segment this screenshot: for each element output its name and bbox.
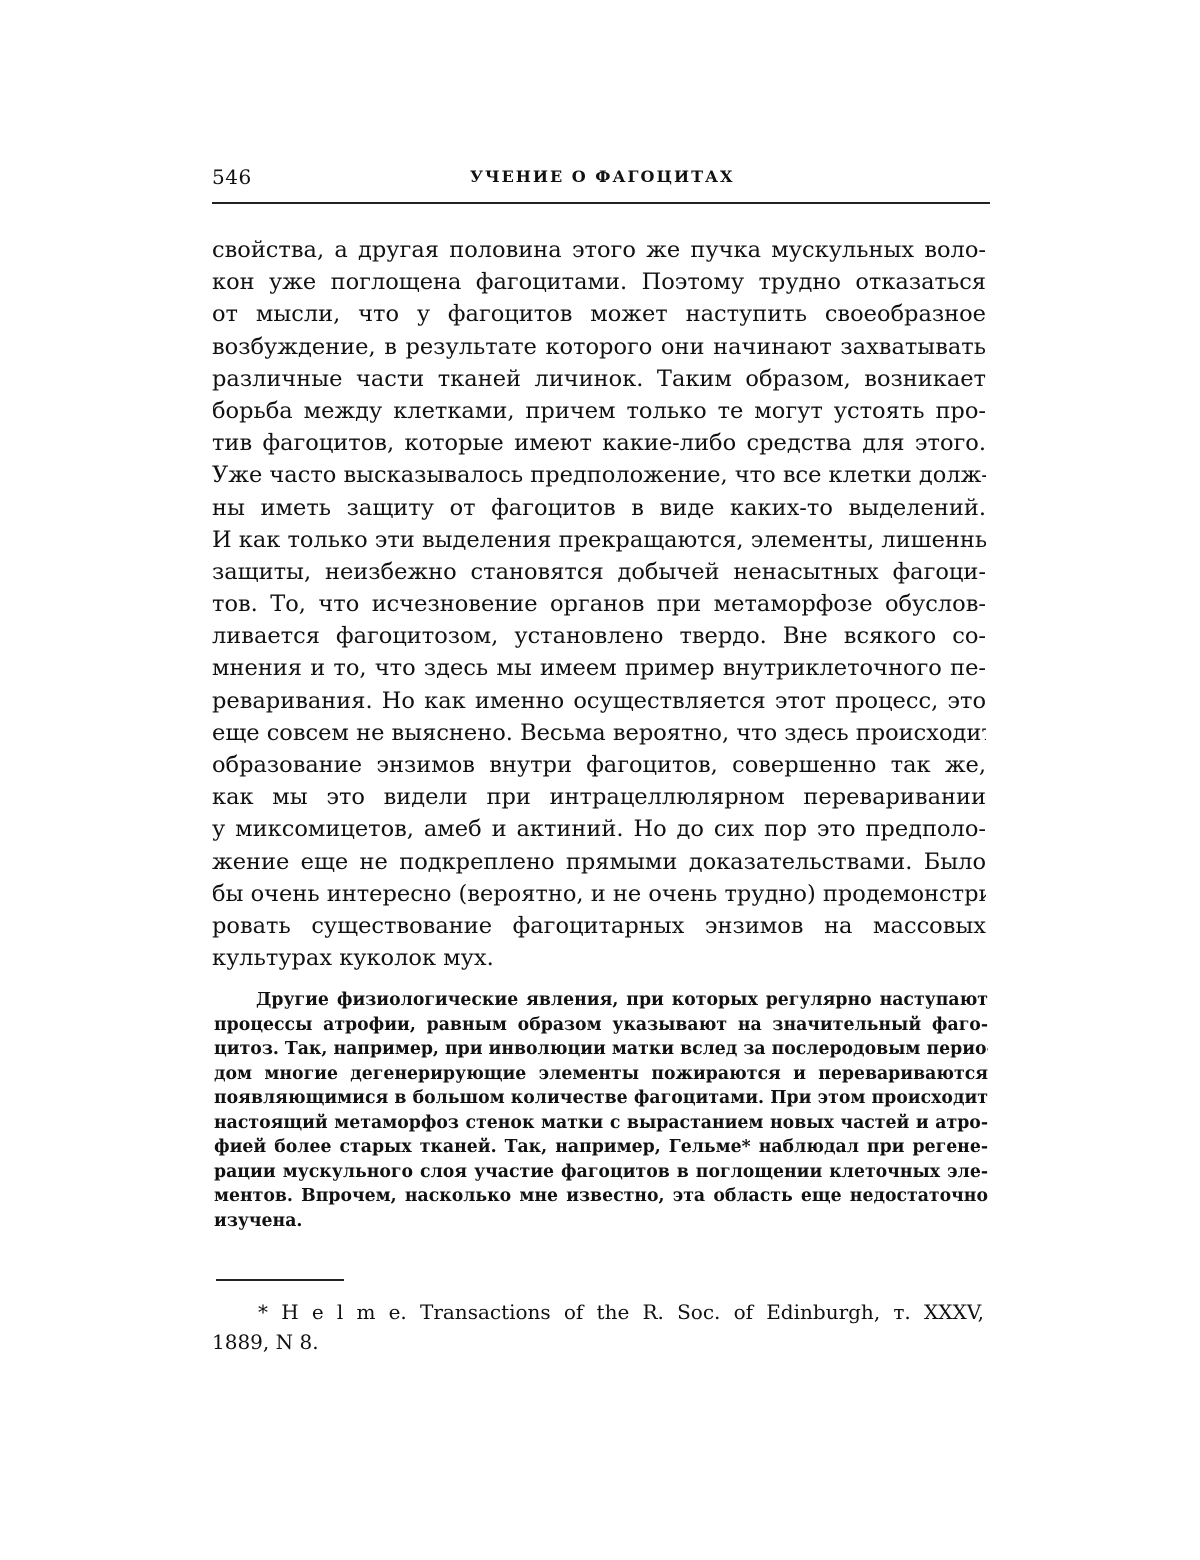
text-line: образование энзимов внутри фагоцитов, совершенно так же, [212,749,986,781]
text-line: ровать существование фагоцитарных энзимов на массовых [212,910,986,942]
text-line: кон уже поглощена фагоцитами. Поэтому трудно отказаться [212,266,986,298]
text-line: культурах куколок мух. [212,942,986,974]
text-line: реваривания. Но как именно осуществляется этот процесс, это [212,685,986,717]
small-text-line: цитоз. Так, например, при инволюции матки вслед за послеродовым перио- [214,1037,988,1062]
small-text-line: Другие физиологические явления, при которых регулярно наступают [214,988,988,1013]
text-line: у миксомицетов, амеб и актиний. Но до сих пор это предполо- [212,813,986,845]
text-line: тив фагоцитов, которые имеют какие-либо средства для этого. [212,427,986,459]
text-line: ливается фагоцитозом, установлено твердо. Вне всякого со- [212,620,986,652]
text-line: жение еще не подкреплено прямыми доказательствами. Было [212,846,986,878]
page-header [212,165,988,195]
text-line: свойства, а другая половина этого же пучка мускульных воло- [212,234,986,266]
small-text-line: дом многие дегенерирующие элементы пожираются и перевариваются [214,1062,988,1087]
text-line: Уже часто высказывалось предположение, что все клетки долж- [212,459,986,491]
footnote-citation: * H e l m e. Transactions of the R. Soc. of Edinburgh, т. XXXV, [212,1297,984,1327]
text-line: еще совсем не выяснено. Весьма вероятно, что здесь происходит [212,717,986,749]
small-text-line: процессы атрофии, равным образом указывают на значительный фаго- [214,1013,988,1038]
page-number: 546 [212,165,252,189]
text-line: ны иметь защиту от фагоцитов в виде каких-то выделений. [212,492,986,524]
small-text-line: фией более старых тканей. Так, например, Гельме* наблюдал при регене- [214,1135,988,1160]
small-text-line: появляющимися в большом количестве фагоцитами. При этом происходит [214,1086,988,1111]
running-title: УЧЕНИЕ О ФАГОЦИТАХ [470,167,734,186]
small-text-line: рации мускульного слоя участие фагоцитов в поглощении клеточных эле- [214,1160,988,1185]
text-line: И как только эти выделения прекращаются, элементы, лишенные [212,524,986,556]
footnote [212,1297,992,1357]
text-line: как мы это видели при интрацеллюлярном переваривании [212,781,986,813]
text-line: от мысли, что у фагоцитов может наступить своеобразное [212,298,986,330]
main-paragraph [212,234,986,974]
small-print-paragraph [214,988,988,1233]
text-line: защиты, неизбежно становятся добычей ненасытных фагоци- [212,556,986,588]
text-line: различные части тканей личинок. Таким образом, возникает [212,363,986,395]
small-text-line: ментов. Впрочем, насколько мне известно, эта область еще недостаточно [214,1184,988,1209]
text-line: возбуждение, в результате которого они начинают захватывать [212,331,986,363]
footnote-citation-cont: 1889, N 8. [212,1327,992,1357]
document-page [0,0,1200,1560]
footnote-rule [216,1279,344,1281]
small-text-line: настоящий метаморфоз стенок матки с вырастанием новых частей и атро- [214,1111,988,1136]
header-rule [212,202,990,204]
text-line: борьба между клетками, причем только те могут устоять про- [212,395,986,427]
small-text-line: изучена. [214,1209,988,1234]
text-line: тов. То, что исчезновение органов при метаморфозе обуслов- [212,588,986,620]
text-line: бы очень интересно (вероятно, и не очень трудно) продемонстри- [212,878,986,910]
text-line: мнения и то, что здесь мы имеем пример внутриклеточного пе- [212,652,986,684]
